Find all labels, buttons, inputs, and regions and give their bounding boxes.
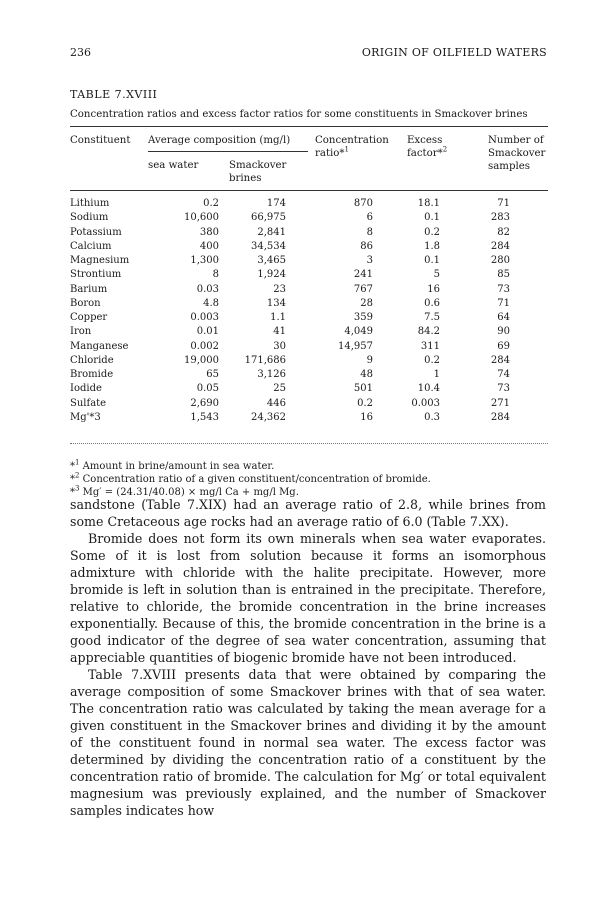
cell-sea-water: 0.003 <box>190 312 219 323</box>
table-row <box>70 383 550 395</box>
cell-constituent: Sodium <box>70 212 109 224</box>
table-row <box>70 355 550 367</box>
cell-sample-count: 90 <box>497 326 510 338</box>
header-excess-l1: Excess <box>407 135 443 146</box>
cell-concentration-ratio: 501 <box>353 383 373 395</box>
cell-constituent: Copper <box>70 312 108 323</box>
header-excess-l2: factor*$^2$ <box>407 145 448 159</box>
cell-excess-factor: 10.4 <box>417 383 440 395</box>
cell-concentration-ratio: 359 <box>353 312 373 323</box>
cell-sea-water: 0.05 <box>196 383 219 395</box>
cell-concentration-ratio: 6 <box>366 212 373 224</box>
footnote-2: *$^2$ Concentration ratio of a given constituent/concentration of bromide. <box>70 471 431 485</box>
cell-smackover-brines: 2,841 <box>257 226 286 238</box>
cell-concentration-ratio: 14,957 <box>338 340 373 352</box>
cell-constituent: Bromide <box>70 369 114 380</box>
cell-sea-water: 10,600 <box>184 212 219 224</box>
cell-constituent: Potassium <box>70 226 122 238</box>
cell-constituent: Barium <box>70 283 108 295</box>
cell-excess-factor: 16 <box>427 283 440 295</box>
cell-sample-count: 64 <box>497 312 510 323</box>
table-caption: Concentration ratios and excess factor ratios for some constituents in Smackover brines <box>70 109 528 120</box>
header-conc-l1: Concentration <box>315 135 389 146</box>
cell-smackover-brines: 1,924 <box>257 269 286 281</box>
cell-constituent: Boron <box>70 297 101 309</box>
cell-smackover-brines: 134 <box>266 297 286 309</box>
cell-constituent: Manganese <box>70 340 129 352</box>
cell-concentration-ratio: 0.2 <box>357 397 373 409</box>
cell-sea-water: 380 <box>199 226 219 238</box>
cell-constituent: Chloride <box>70 354 114 366</box>
header-num-l1: Number of <box>488 135 544 146</box>
table-row <box>70 369 550 381</box>
cell-concentration-ratio: 9 <box>366 354 373 366</box>
footnote-3: *$^3$ Mg′ = (24.31/40.08) × mg/l Ca + mg/l Mg. <box>70 484 299 498</box>
cell-excess-factor: 0.003 <box>411 397 440 409</box>
table-top-rule <box>70 126 548 127</box>
cell-excess-factor: 311 <box>420 340 440 352</box>
cell-sea-water: 1,543 <box>190 411 219 423</box>
cell-sea-water: 65 <box>206 369 219 380</box>
table-row <box>70 326 550 338</box>
table-row <box>70 255 550 267</box>
table-row <box>70 241 550 253</box>
cell-constituent: Mg'*3 <box>70 411 101 423</box>
cell-smackover-brines: 41 <box>273 326 286 338</box>
cell-constituent: Iron <box>70 326 92 338</box>
cell-sample-count: 284 <box>490 240 510 252</box>
cell-constituent: Sulfate <box>70 397 107 409</box>
cell-sample-count: 280 <box>490 255 510 266</box>
cell-excess-factor: 0.3 <box>424 411 440 423</box>
cell-concentration-ratio: 28 <box>360 297 373 309</box>
cell-sample-count: 271 <box>490 397 510 409</box>
header-smackover-l1: Smackover <box>229 160 287 171</box>
table-row <box>70 284 550 296</box>
table-row <box>70 227 550 239</box>
cell-sea-water: 8 <box>212 269 219 281</box>
cell-concentration-ratio: 4,049 <box>344 326 373 338</box>
table-row <box>70 212 550 224</box>
cell-excess-factor: 84.2 <box>417 326 440 338</box>
cell-sample-count: 71 <box>497 198 510 209</box>
table-row <box>70 412 550 424</box>
cell-excess-factor: 5 <box>433 269 440 281</box>
header-subrule <box>148 151 308 152</box>
cell-sample-count: 283 <box>490 212 510 224</box>
cell-excess-factor: 0.1 <box>424 255 440 266</box>
cell-smackover-brines: 23 <box>273 283 286 295</box>
table-row <box>70 198 550 210</box>
cell-concentration-ratio: 16 <box>360 411 373 423</box>
cell-concentration-ratio: 8 <box>366 226 373 238</box>
cell-concentration-ratio: 241 <box>353 269 373 281</box>
table-row <box>70 298 550 310</box>
header-smackover-l2: brines <box>229 173 262 184</box>
header-num-l3: samples <box>488 161 530 172</box>
cell-sample-count: 85 <box>497 269 510 281</box>
cell-constituent: Magnesium <box>70 255 130 266</box>
cell-sample-count: 74 <box>497 369 510 380</box>
header-constituent: Constituent <box>70 135 131 146</box>
cell-smackover-brines: 3,465 <box>257 255 286 266</box>
header-bottom-rule <box>70 190 548 191</box>
cell-smackover-brines: 1.1 <box>270 312 286 323</box>
table-row <box>70 269 550 281</box>
cell-excess-factor: 7.5 <box>424 312 440 323</box>
cell-constituent: Lithium <box>70 198 110 209</box>
cell-sample-count: 82 <box>497 226 510 238</box>
cell-constituent: Iodide <box>70 383 102 395</box>
cell-excess-factor: 0.2 <box>424 226 440 238</box>
cell-concentration-ratio: 86 <box>360 240 373 252</box>
table-row <box>70 398 550 410</box>
header-num-l2: Smackover <box>488 148 546 159</box>
cell-sea-water: 19,000 <box>184 354 219 366</box>
cell-smackover-brines: 171,686 <box>244 354 286 366</box>
paragraph: Table 7.XVIII presents data that were obtained by comparing the average composition of some Smackover brines with that of sea water. The concentration ratio was calculated by taking the mean average for a given constituent in the Smackover brines and dividing it by the amount of the constituent found in normal sea water. The excess factor was determined by dividing the concentration ratio of a constituent by the concentration ratio of bromide. The calculation for Mg′ or total equivalent magnesium was previously explained, and the number of Smackover samples indicates how <box>70 667 546 818</box>
cell-sea-water: 2,690 <box>190 397 219 409</box>
table-bottom-rule <box>70 443 548 444</box>
cell-sample-count: 71 <box>497 297 510 309</box>
cell-sea-water: 0.01 <box>196 326 219 338</box>
paragraph: sandstone (Table 7.XIX) had an average ratio of 2.8, while brines from some Cretaceous age rocks had an average ratio of 6.0 (Table 7.XX). <box>70 497 546 529</box>
cell-sea-water: 0.002 <box>190 340 219 352</box>
cell-sea-water: 1,300 <box>190 255 219 266</box>
page-number: 236 <box>70 46 91 59</box>
cell-smackover-brines: 446 <box>266 397 286 409</box>
body-text <box>70 496 546 819</box>
cell-smackover-brines: 24,362 <box>251 411 286 423</box>
header-avg-composition: Average composition (mg/l) <box>148 135 291 146</box>
header-sea-water: sea water <box>148 160 199 171</box>
footnote-1: *$^1$ Amount in brine/amount in sea water. <box>70 458 275 472</box>
cell-smackover-brines: 174 <box>266 198 286 209</box>
cell-concentration-ratio: 870 <box>353 198 373 209</box>
cell-sample-count: 73 <box>497 383 510 395</box>
header-conc-l2: ratio*$^1$ <box>315 145 349 159</box>
cell-sample-count: 284 <box>490 354 510 366</box>
cell-excess-factor: 1 <box>433 369 440 380</box>
table-row <box>70 341 550 353</box>
cell-concentration-ratio: 48 <box>360 369 373 380</box>
cell-sample-count: 73 <box>497 283 510 295</box>
cell-smackover-brines: 3,126 <box>257 369 286 380</box>
cell-constituent: Calcium <box>70 240 112 252</box>
cell-concentration-ratio: 767 <box>353 283 373 295</box>
table-label: TABLE 7.XVIII <box>70 88 158 101</box>
cell-excess-factor: 0.2 <box>424 354 440 366</box>
cell-smackover-brines: 25 <box>273 383 286 395</box>
cell-excess-factor: 0.1 <box>424 212 440 224</box>
paragraph: Bromide does not form its own minerals when sea water evaporates. Some of it is lost from solution because it forms an isomorphous admixture with chloride with the halite precipitate. However, more bromide is left in solution than is entrained in the precipitate. Therefore, relative to chloride, the bromide concentration in the brine increases exponentially. Because of this, the bromide concentration in the brine is a good indicator of the degree of sea water concentration, assuming that appreciable quantities of biogenic bromide have not been introduced. <box>70 531 546 665</box>
cell-sea-water: 0.03 <box>196 283 219 295</box>
cell-excess-factor: 18.1 <box>417 198 440 209</box>
cell-sample-count: 69 <box>497 340 510 352</box>
cell-sample-count: 284 <box>490 411 510 423</box>
cell-sea-water: 0.2 <box>203 198 219 209</box>
running-title: ORIGIN OF OILFIELD WATERS <box>361 46 547 59</box>
cell-concentration-ratio: 3 <box>366 255 373 266</box>
cell-sea-water: 400 <box>199 240 219 252</box>
cell-smackover-brines: 66,975 <box>251 212 286 224</box>
cell-sea-water: 4.8 <box>203 297 219 309</box>
cell-constituent: Strontium <box>70 269 122 281</box>
cell-excess-factor: 1.8 <box>424 240 440 252</box>
cell-excess-factor: 0.6 <box>424 297 440 309</box>
cell-smackover-brines: 30 <box>273 340 286 352</box>
cell-smackover-brines: 34,534 <box>251 240 286 252</box>
table-row <box>70 312 550 324</box>
